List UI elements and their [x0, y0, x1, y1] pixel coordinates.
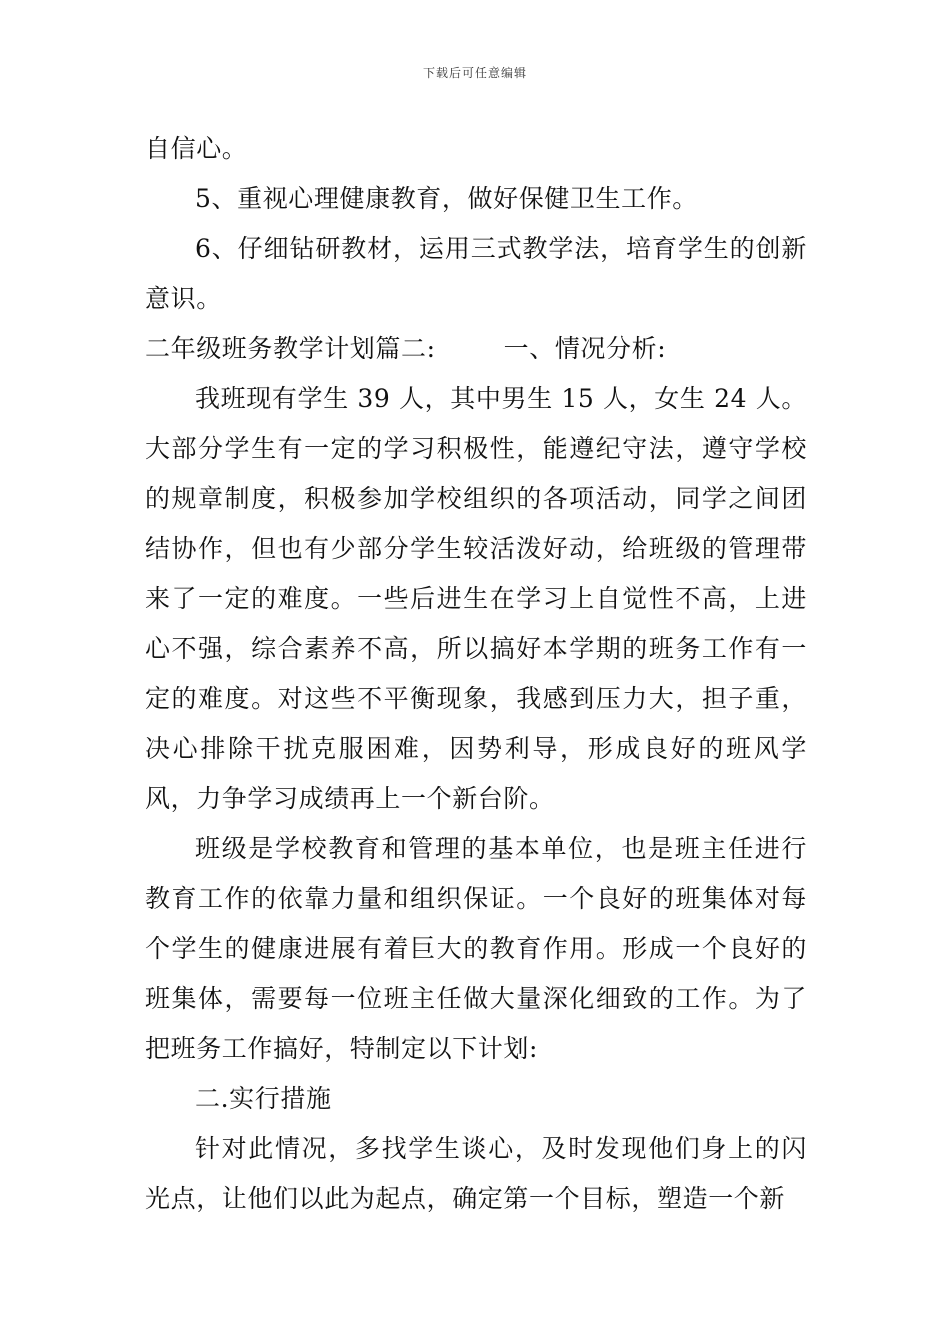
paragraph-item-5: 5、重视心理健康教育，做好保健卫生工作。	[195, 184, 698, 213]
subsection-title: 一、情况分析:	[503, 334, 667, 363]
section-title: 二年级班务教学计划篇二:	[145, 334, 436, 363]
paragraph-measures: 针对此情况，多找学生谈心，及时发现他们身上的闪光点，让他们以此为起点，确定第一个目标，塑造一个新	[145, 1134, 807, 1213]
document-body	[145, 124, 807, 1224]
paragraph-class-purpose: 班级是学校教育和管理的基本单位，也是班主任进行教育工作的依靠力量和组织保证。一个良好的班集体对每个学生的健康进展有着巨大的教育作用。形成一个良好的班集体，需要每一位班主任做大量深化细致的工作。为了把班务工作搞好，特制定以下计划:	[145, 834, 807, 1063]
page-header: 下载后可任意编辑	[422, 66, 527, 80]
subsection-measures-title: 二.实行措施	[195, 1084, 332, 1113]
paragraph-item-6: 6、仔细钻研教材，运用三式教学法，培育学生的创新意识。	[145, 234, 807, 313]
paragraph-situation-analysis: 我班现有学生 39 人，其中男生 15 人，女生 24 人。大部分学生有一定的学习积极性，能遵纪守法，遵守学校的规章制度，积极参加学校组织的各项活动，同学之间团结协作，但也有少部分学生较活泼好动，给班级的管理带来了一定的难度。一些后进生在学习上自觉性不高，上进心不强，综合素养不高，所以搞好本学期的班务工作有一定的难度。对这些不平衡现象，我感到压力大，担子重，决心排除干扰克服困难，因势利导，形成良好的班风学风，力争学习成绩再上一个新台阶。	[145, 384, 807, 813]
paragraph-continuation: 自信心。	[145, 134, 248, 163]
section-heading-row	[145, 324, 807, 374]
